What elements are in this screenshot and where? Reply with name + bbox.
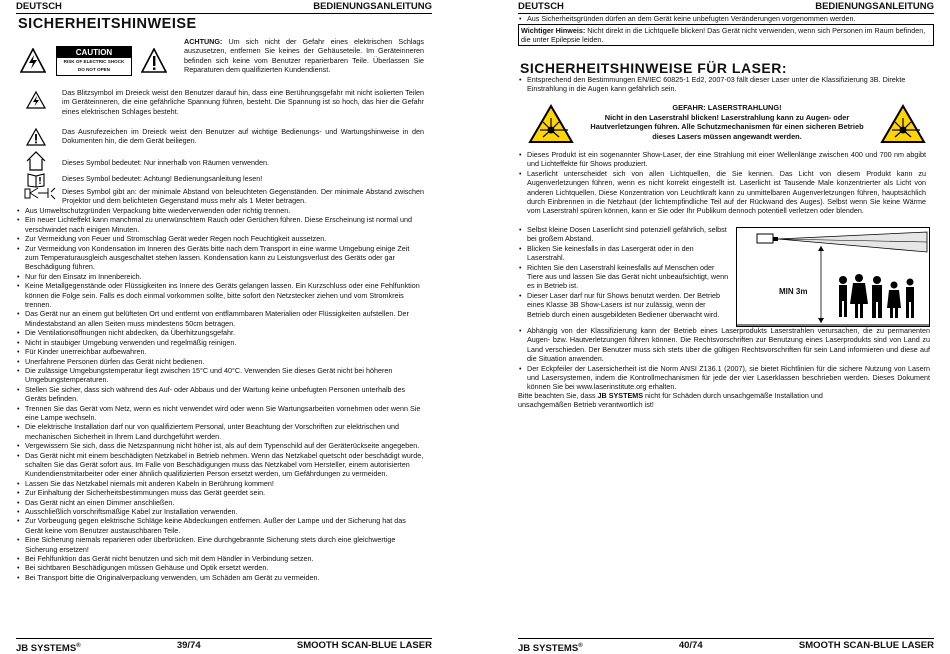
min-distance-icon: [24, 186, 56, 204]
list-item: • Zur Vorbeugung gegen elektrische Schläge keine Abdeckungen entfernen. Außer der Lampe und der Sicherung hat das Gerät keine vom Benutzer austauschbaren Teile.: [16, 516, 424, 535]
important-hint-box: [518, 24, 934, 46]
list-item: • Blicken Sie keinesfalls in das Lasergerät oder in den Laserstrahl.: [518, 244, 730, 263]
achtung-text: Um sich nicht der Gefahr eines elektrischen Schlags auszusetzen, entfernen Sie keines der Gehäuseteile. Im Geräteinneren befinden sich keine vom Benutzer reparierbaren Teile. Überlassen Sie Reparaturen dem qualifizierten Kundendienst.: [184, 37, 424, 75]
list-item: • Eine Sicherung niemals reparieren oder überbrücken. Eine durchgebrannte Sicherung stets durch eine gleichwertige Sicherung ersetzen!: [16, 535, 424, 554]
list-item: • Laserlicht unterscheidet sich von allen Lichtquellen, die Sie kennen. Das Licht von diesem Produkt kann zu Augenverletzungen führen, wenn es nicht korrekt eingestellt ist. Laserlicht ist Tausende Male konzentrierter als Licht von anderen Lichtquellen. Diese Konzentration von Leuchtkraft kann zu unmittelbaren Augenverletzungen führen, hauptsächlich durch Einbrennen in die Netzhaut (der lichtempfindliche Teil auf der Rückwand des Auges). Selbst wenn Sie keine Wärme vom Laserstrahl spüren können, kann er Sie oder Ihr Publikum dennoch potentiell verletzen oder blenden.: [518, 169, 926, 216]
list-item: • Bei Transport bitte die Originalverpackung verwenden, um Schäden am Gerät zu vermeiden.: [16, 573, 424, 582]
laser-intro-list: [518, 75, 930, 94]
exclamation-triangle-icon: [26, 128, 46, 146]
footer-page-number: 40/74: [678, 640, 703, 651]
list-item: • Unerfahrene Personen dürfen das Gerät nicht bedienen.: [16, 357, 424, 366]
lightning-warning-icon: [20, 48, 46, 74]
laser-rules-list: [518, 225, 730, 319]
caution-subtext-1: RISK OF ELECTRIC SHOCK: [63, 59, 125, 64]
achtung-paragraph: [184, 37, 424, 75]
footer-brand: JB SYSTEMS®: [16, 643, 81, 654]
list-item: • Aus Sicherheitsgründen dürfen an dem Gerät keine unbefugten Veränderungen vorgenommen werden.: [518, 14, 934, 23]
list-item: • Dieser Laser darf nur für Shows benutzt werden. Der Betrieb eines Klasse 3B Show-Lasers ist nur zulässig, wenn der Betrieb durch einen ausgebildeten Bediener überwacht wird.: [518, 291, 730, 319]
list-item: • Abhängig von der Klassifizierung kann der Betrieb eines Laserprodukts Laserstrahlen verursachen, die zu permanenten Augen- bzw. Hautverletzungen führen können. Die Rechtsvorschriften zur Benutzung eines Laserprodukts sind von Land zu Land verschieden. Der Benutzer muss sich stets über die gültigen Rechtsvorschriften für sein Land informieren und diese auf die Situation anwenden.: [518, 326, 930, 364]
page-header: [518, 0, 934, 14]
list-item: • Die zulässige Umgebungstemperatur liegt zwischen 15°C und 40°C. Verwenden Sie dieses Gerät nicht bei höheren Umgebungstemperaturen.: [16, 366, 424, 385]
header-title: BEDIENUNGSANLEITUNG: [815, 1, 934, 12]
page-footer: [518, 638, 934, 654]
closing-note: Bitte beachten Sie, dass JB SYSTEMS nicht für Schäden durch unsachgemäße Installation und unsachgemäßen Betrieb verantwortlich ist!: [518, 391, 823, 410]
symbol-manual-text: Dieses Symbol bedeutet: Achtung! Bedienungsanleitung lesen!: [62, 174, 263, 183]
laser-warning-right-icon: [880, 104, 926, 144]
exclamation-warning-icon: [141, 48, 167, 74]
danger-title: GEFAHR: LASERSTRAHLUNG!: [672, 103, 782, 112]
list-item: • Lassen Sie das Netzkabel niemals mit anderen Kabeln in Berührung kommen!: [16, 479, 424, 488]
top-bullet-list: [518, 14, 934, 23]
symbol-indoor-text: Dieses Symbol bedeutet: Nur innerhalb von Räumen verwenden.: [62, 158, 269, 167]
header-title: BEDIENUNGSANLEITUNG: [313, 1, 432, 12]
list-item: • Nur für den Einsatz im Innenbereich.: [16, 272, 424, 281]
header-language: DEUTSCH: [518, 1, 564, 12]
list-item: • Das Gerät nicht mit einem beschädigten Netzkabel in Betrieb nehmen. Wenn das Netzkabel quetscht oder beschädigt wurde, schalten Sie das Gerät sofort aus. Im Falle von Beschädigungen muss das Netzkabel vom Hersteller, einem autorisierten Kundendienstmitarbeiter oder einer ähnlich qualifizierten Person ersetzt werden, um Gefährdungen zu vermeiden.: [16, 451, 424, 479]
footer-page-number: 39/74: [176, 640, 201, 651]
list-item: • Dieses Produkt ist ein sogenannter Show-Laser, der eine Strahlung mit einer Wellenlänge zwischen 400 und 700 nm abgibt und Lichteffekte für Shows produziert.: [518, 150, 926, 169]
symbol-lightning-text: Das Blitzsymbol im Dreieck weist den Benutzer darauf hin, dass eine Berührungsgefahr mit nicht isolierten Teilen im Geräteinneren, die eine gefährliche Spannung führen, besteht. Die Spannung ist so hoch, das hier die Gefahr eines elektrischen Schlages besteht.: [62, 88, 424, 116]
footer-brand: JB SYSTEMS®: [518, 643, 583, 654]
safety-bullet-list: [16, 206, 424, 582]
list-item: • Selbst kleine Dosen Laserlicht sind potenziell gefährlich, selbst bei großem Abstand.: [518, 225, 730, 244]
list-item: • Keine Metallgegenstände oder Flüssigkeiten ins Innere des Geräts gelangen lassen. Ein Kurzschluss oder eine Fehlfunktion können die Folge sein. Falls es doch einmal vorkommen sollte, bitte sofort den Netzstecker ziehen und vom Stromkreis trennen.: [16, 281, 424, 309]
hint-label: Wichtiger Hinweis:: [521, 26, 586, 35]
symbol-distance-text: Dieses Symbol gibt an: der minimale Abstand von beleuchteten Gegenständen. Der minimale Abstand zwischen Projektor und dem belichteten Gegenstand muss mehr als 1 Meter betragen.: [62, 187, 424, 206]
list-item: • Ausschließlich vorschriftsmäßige Kabel zur Installation verwenden.: [16, 507, 424, 516]
hint-text: Nicht direkt in die Lichtquelle blicken! Das Gerät nicht verwenden, wenn sich Personen im Raum befinden, die unter Epilepsie leiden.: [521, 26, 926, 45]
list-item: • Ein neuer Lichteffekt kann manchmal zu unerwünschtem Rauch oder Gerüchen führen. Diese Erscheinung ist normal und verschwindet nach einigen Minuten.: [16, 215, 424, 234]
footer-model: SMOOTH SCAN-BLUE LASER: [798, 640, 934, 651]
caution-label: CAUTION: [57, 47, 131, 58]
list-item: • Bei sichtbaren Beschädigungen müssen Gehäuse und Optik ersetzt werden.: [16, 563, 424, 572]
list-item: • Für Kinder unerreichbar aufbewahren.: [16, 347, 424, 356]
page-footer: [16, 638, 432, 654]
list-item: • Zur Einhaltung der Sicherheitsbestimmungen muss das Gerät geerdet sein.: [16, 488, 424, 497]
min-distance-label: MIN 3m: [779, 287, 808, 296]
list-item: • Entsprechend den Bestimmungen EN/IEC 60825-1 Ed2, 2007-03 fällt dieser Laser unter die Klassifizierung 3B. Direkte Einstrahlung in die Augen kann gefährlich sein.: [518, 75, 930, 94]
footer-model: SMOOTH SCAN-BLUE LASER: [296, 640, 432, 651]
header-language: DEUTSCH: [16, 1, 62, 12]
list-item: • Bei Fehlfunktion das Gerät nicht benutzen und sich mit dem Händler in Verbindung setzen.: [16, 554, 424, 563]
page-heading: SICHERHEITSHINWEISE: [18, 16, 197, 32]
list-item: • Trennen Sie das Gerät vom Netz, wenn es nicht verwendet wird oder wenn Sie Wartungsarbeiten vornehmen oder wenn Sie eine Lampe wechseln.: [16, 404, 424, 423]
laser-regulation-list: [518, 326, 930, 392]
achtung-label: ACHTUNG:: [184, 37, 223, 46]
list-item: • Vergewissern Sie sich, dass die Netzspannung nicht höher ist, als auf dem Typenschild auf der Geräterückseite angegeben.: [16, 441, 424, 450]
laser-heading: SICHERHEITSHINWEISE FÜR LASER:: [520, 60, 788, 76]
caution-subtext-2: DO NOT OPEN: [77, 67, 111, 72]
list-item: • Nicht in staubiger Umgebung verwenden und regelmäßig reinigen.: [16, 338, 424, 347]
indoor-house-icon: [26, 151, 46, 171]
laser-info-list: [518, 150, 926, 216]
list-item: • Stellen Sie sicher, dass sich während des Auf- oder Abbaus und der Wartung keine unbefugten Personen unterhalb des Geräts befinden.: [16, 385, 424, 404]
list-item: • Das Gerät nur an einem gut belüfteten Ort und entfernt von entflammbaren Materialien oder Flüssigkeiten aufstellen. Der Mindestabstand an allen Seiten muss mindestens 50cm betragen.: [16, 309, 424, 328]
people-silhouette-icon: [833, 274, 923, 324]
danger-text: Nicht in den Laserstrahl blicken! Laserstrahlung kann zu Augen- oder Hautverletzungen führen. Alle Schutzmechanismen für einen sicheren Betrieb dieses Lasers müssen angewandt werden.: [590, 112, 864, 141]
list-item: • Die Ventilationsöffnungen nicht abdecken, da Überhitzungsgefahr.: [16, 328, 424, 337]
min-distance-diagram: [736, 227, 930, 327]
laser-warning-left-icon: [528, 104, 574, 144]
list-item: • Der Eckpfeiler der Lasersicherheit ist die Norm ANSI Z136.1 (2007), sie bietet Richtlinien für die sichere Nutzung von Lasern und Lasersystemen, indem die Kontrollmechanismen für jede der vier Laserklassen beschrieben werden. Dieses Dokument können Sie bei www.laserinstitute.org erhalten.: [518, 364, 930, 392]
list-item: • Richten Sie den Laserstrahl keinesfalls auf Menschen oder Tiere aus und lassen Sie das Gerät nicht unbeaufsichtigt, wenn es in Betrieb ist.: [518, 263, 730, 291]
page-left: [16, 0, 432, 654]
caution-box: [56, 46, 132, 76]
laser-danger-block: [582, 103, 872, 141]
lightning-triangle-icon: [26, 91, 46, 109]
page-header: [16, 0, 432, 14]
symbol-exclamation-text: Das Ausrufezeichen im Dreieck weist den Benutzer auf wichtige Bedienungs- und Wartungshinweise in den Dokumenten hin, die dem Gerät beiliegen.: [62, 127, 424, 146]
list-item: • Das Gerät nicht an einen Dimmer anschließen.: [16, 498, 424, 507]
list-item: • Aus Umweltschutzgründen Verpackung bitte wiederverwenden oder richtig trennen.: [16, 206, 424, 215]
list-item: • Die elektrische Installation darf nur von qualifiziertem Personal, unter Beachtung der Vorschriften zur elektrischen und mechanischen Sicherheit in Ihrem Land durchgeführt werden.: [16, 422, 424, 441]
list-item: • Zur Vermeidung von Feuer und Stromschlag Gerät weder Regen noch Feuchtigkeit aussetzen.: [16, 234, 424, 243]
page-right: [518, 0, 934, 654]
list-item: • Zur Vermeidung von Kondensation im Inneren des Geräts bitte nach dem Transport in eine warme Umgebung einige Zeit zum Temperaturausgleich ausgeschaltet stehen lassen. Kondensation kann zu Leistungsverlust des Geräts oder gar Beschädigung führen.: [16, 244, 424, 272]
